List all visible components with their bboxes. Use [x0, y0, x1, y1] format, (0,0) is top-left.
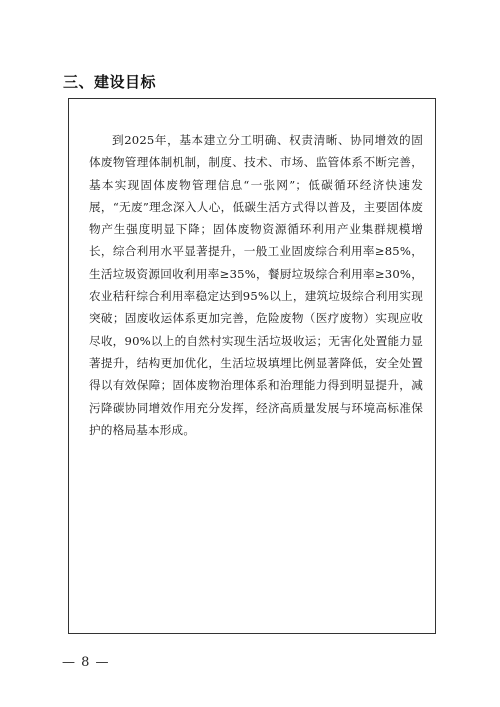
content-frame [68, 98, 436, 634]
section-heading: 三、建设目标 [63, 73, 157, 91]
page-number: — 8 — [62, 655, 110, 670]
body-paragraph: 到2025年，基本建立分工明确、权责清晰、协同增效的固体废物管理体制机制，制度、技术、市场、监管体系不断完善，基本实现固体废物管理信息“一张网”；低碳循环经济快速发展，“无废”理念深入人心，低碳生活方式得以普及，主要固体废物产生强度明显下降；固体废物资源循环利用产业集群规模增长，综合利用水平显著提升，一般工业固废综合利用率≥85%，生活垃圾资源回收利用率≥35%，餐厨垃圾综合利用率≥30%，农业秸秆综合利用率稳定达到95%以上，建筑垃圾综合利用实现突破；固废收运体系更加完善，危险废物（医疗废物）实现应收尽收，90%以上的自然村实现生活垃圾收运；无害化处置能力显著提升，结构更加优化，生活垃圾填埋比例显著降低，安全处置得以有效保障；固体废物治理体系和治理能力得到明显提升，减污降碳协同增效作用充分发挥，经济高质量发展与环境高标准保护的格局基本形成。 [89, 133, 423, 437]
